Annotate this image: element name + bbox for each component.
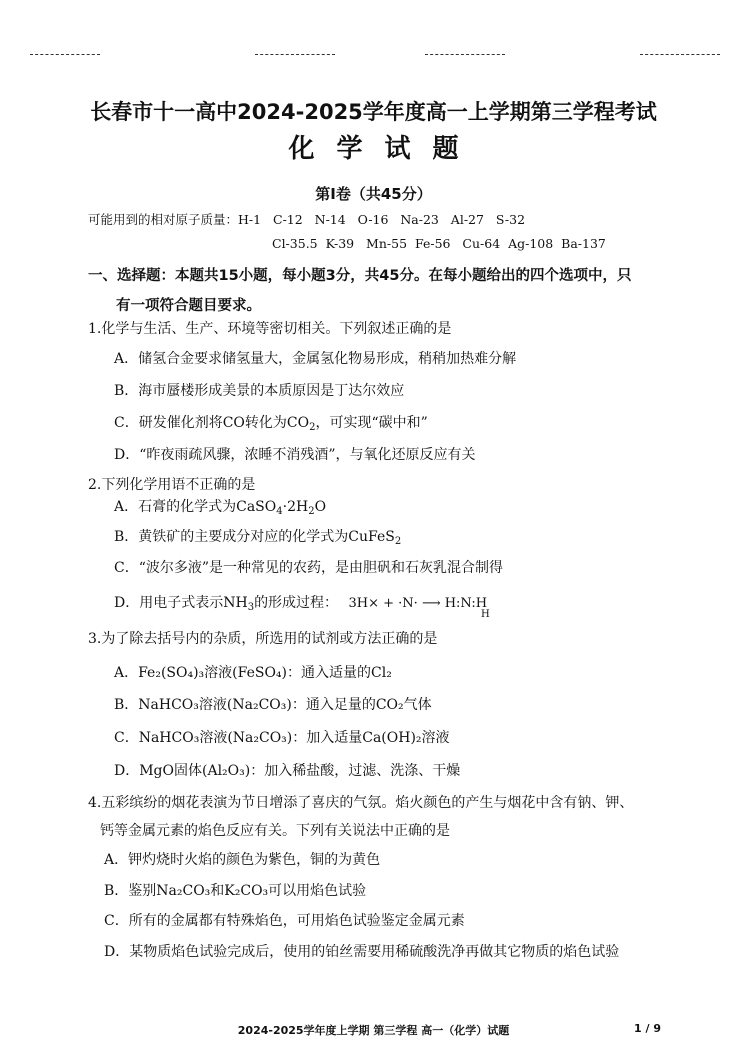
question-1-option-d: D．“昨夜雨疏风骤，浓睡不消残酒”，与氧化还原反应有关: [114, 447, 476, 463]
question-3-option-a: A．Fe₂(SO₄)₃溶液(FeSO₄)：通入适量的Cl₂: [114, 665, 392, 681]
part-one-instructions: [88, 261, 698, 321]
top-dashed-line-left: [30, 54, 100, 55]
question-3-option-b: B．NaHCO₃溶液(Na₂CO₃)：通入足量的CO₂气体: [114, 697, 432, 713]
q2-d-sub: 3: [247, 602, 255, 613]
atomic-masses-2: Cl-35.5 K-39 Mn-55 Fe-56 Cu-64 Ag-108 Ba-137: [272, 236, 606, 251]
exam-title: 长春市十一高中2024-2025学年度高一上学期第三学程考试: [90, 100, 657, 124]
q2-a-sub1: 4: [276, 506, 283, 517]
atomic-mass-label: 可能用到的相对原子质量：: [88, 212, 239, 227]
q2-d-text: D．用电子式表示NH: [114, 595, 248, 611]
atomic-masses-1: H-1 C-12 N-14 O-16 Na-23 Al-27 S-32: [238, 212, 526, 227]
atomic-mass-row-1: [88, 210, 525, 228]
q1-c-post: ，可实现“碳中和”: [315, 415, 428, 431]
exam-subtitle: 化学试题: [288, 134, 481, 164]
q2-a-mid: ·2H: [282, 499, 309, 515]
q2-a-sub2: 2: [308, 506, 315, 517]
top-dashed-line-mid-right: [425, 54, 505, 55]
question-3-stem: 3.为了除去括号内的杂质，所选用的试剂或方法正确的是: [88, 631, 438, 647]
q1-c-sub: 2: [309, 422, 316, 433]
question-4-stem-line-2: 钙等金属元素的焰色反应有关。下列有关说法中正确的是: [100, 823, 450, 839]
question-4-stem-line-1: 4.五彩缤纷的烟花表演为节日增添了喜庆的气氛。焰火颜色的产生与烟花中含有钠、钾、: [88, 795, 634, 811]
part-one-line-1: 一、选择题：本题共15小题，每小题3分，共45分。在每小题给出的四个选项中，只: [88, 268, 632, 284]
q2-b-text: B．黄铁矿的主要成分对应的化学式为CuFeS: [114, 529, 395, 545]
question-2-option-a: [114, 496, 326, 517]
top-dashed-line-right: [640, 54, 720, 55]
page-footer: 2024-2025学年度上学期 第三学程 高一（化学）试题: [237, 1024, 510, 1037]
q1-c-text: C．研发催化剂将CO转化为CO: [114, 415, 310, 431]
question-4-option-d: D．某物质焰色试验完成后，使用的铂丝需要用稀硫酸洗净再做其它物质的焰色试验: [104, 944, 620, 960]
part-one-line-2: 有一项符合题目要求。: [116, 298, 261, 314]
page-number: 1 / 9: [634, 1022, 661, 1035]
question-4-option-c: C．所有的金属都有特殊焰色，可用焰色试验鉴定金属元素: [104, 913, 465, 929]
question-2-option-c: C．“波尔多液”是一种常见的农药，是由胆矾和石灰乳混合制得: [114, 560, 504, 576]
question-3-option-c: C．NaHCO₃溶液(Na₂CO₃)：加入适量Ca(OH)₂溶液: [114, 730, 450, 746]
question-1-option-b: B．海市蜃楼形成美景的本质原因是丁达尔效应: [114, 383, 405, 399]
question-4-option-b: B．鉴别Na₂CO₃和K₂CO₃可以用焰色试验: [104, 883, 367, 899]
question-1-stem: 1.化学与生活、生产、环境等密切相关。下列叙述正确的是: [88, 321, 452, 337]
question-2-option-d: [114, 592, 487, 613]
q2-d-post: 的形成过程：: [254, 595, 339, 611]
top-dashed-line-mid-left: [255, 54, 335, 55]
question-1-option-c: [114, 412, 428, 433]
question-2-option-b: [114, 526, 401, 547]
electron-dot-lower-h: H: [481, 609, 490, 620]
question-2-stem: 2.下列化学用语不正确的是: [88, 477, 256, 493]
question-3-option-d: D．MgO固体(Al₂O₃)：加入稀盐酸，过滤、洗涤、干燥: [114, 763, 461, 779]
electron-dot-equation: 3H× + ·N· ⟶ H:N:H: [348, 596, 488, 611]
section-title: 第Ⅰ卷（共45分）: [315, 185, 432, 203]
atomic-mass-row-2: [272, 236, 606, 251]
question-4-option-a: A．钾灼烧时火焰的颜色为紫色，铜的为黄色: [104, 852, 381, 868]
q2-a-text: A．石膏的化学式为CaSO: [114, 499, 277, 515]
q2-a-post: O: [314, 499, 327, 515]
q2-b-sub: 2: [394, 536, 402, 547]
question-1-option-a: A．储氢合金要求储氢量大，金属氢化物易形成，稍稍加热难分解: [114, 351, 517, 367]
